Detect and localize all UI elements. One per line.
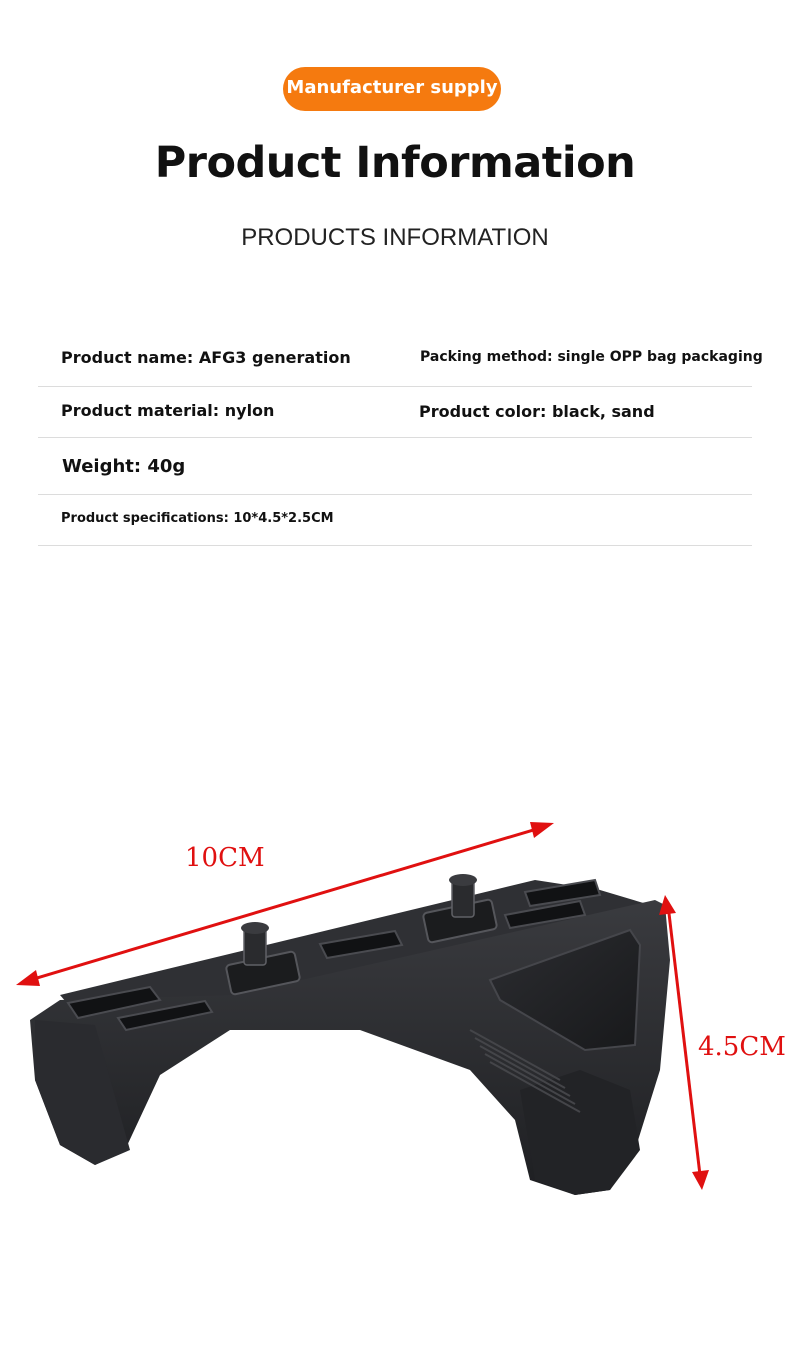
product-material: Product material: nylon <box>61 401 275 420</box>
packing-method: Packing method: single OPP bag packaging <box>420 349 763 365</box>
angled-grip-image <box>30 874 670 1195</box>
product-figure <box>0 800 790 1220</box>
length-label: 10CM <box>185 843 265 873</box>
product-name: Product name: AFG3 generation <box>61 348 351 367</box>
spec-row <box>38 330 763 387</box>
spec-row <box>38 438 752 495</box>
spec-row <box>38 387 752 438</box>
product-color: Product color: black, sand <box>419 402 655 421</box>
spec-row <box>38 495 752 546</box>
height-label: 4.5CM <box>698 1032 786 1062</box>
manufacturer-supply-badge: Manufacturer supply <box>283 67 501 111</box>
page-title: Product Information <box>154 138 636 188</box>
product-weight: Weight: 40g <box>62 456 186 477</box>
product-specifications: Product specifications: 10*4.5*2.5CM <box>61 511 334 526</box>
spec-table <box>38 330 763 546</box>
height-dimension <box>659 895 786 1190</box>
page-subtitle: PRODUCTS INFORMATION <box>241 224 549 251</box>
